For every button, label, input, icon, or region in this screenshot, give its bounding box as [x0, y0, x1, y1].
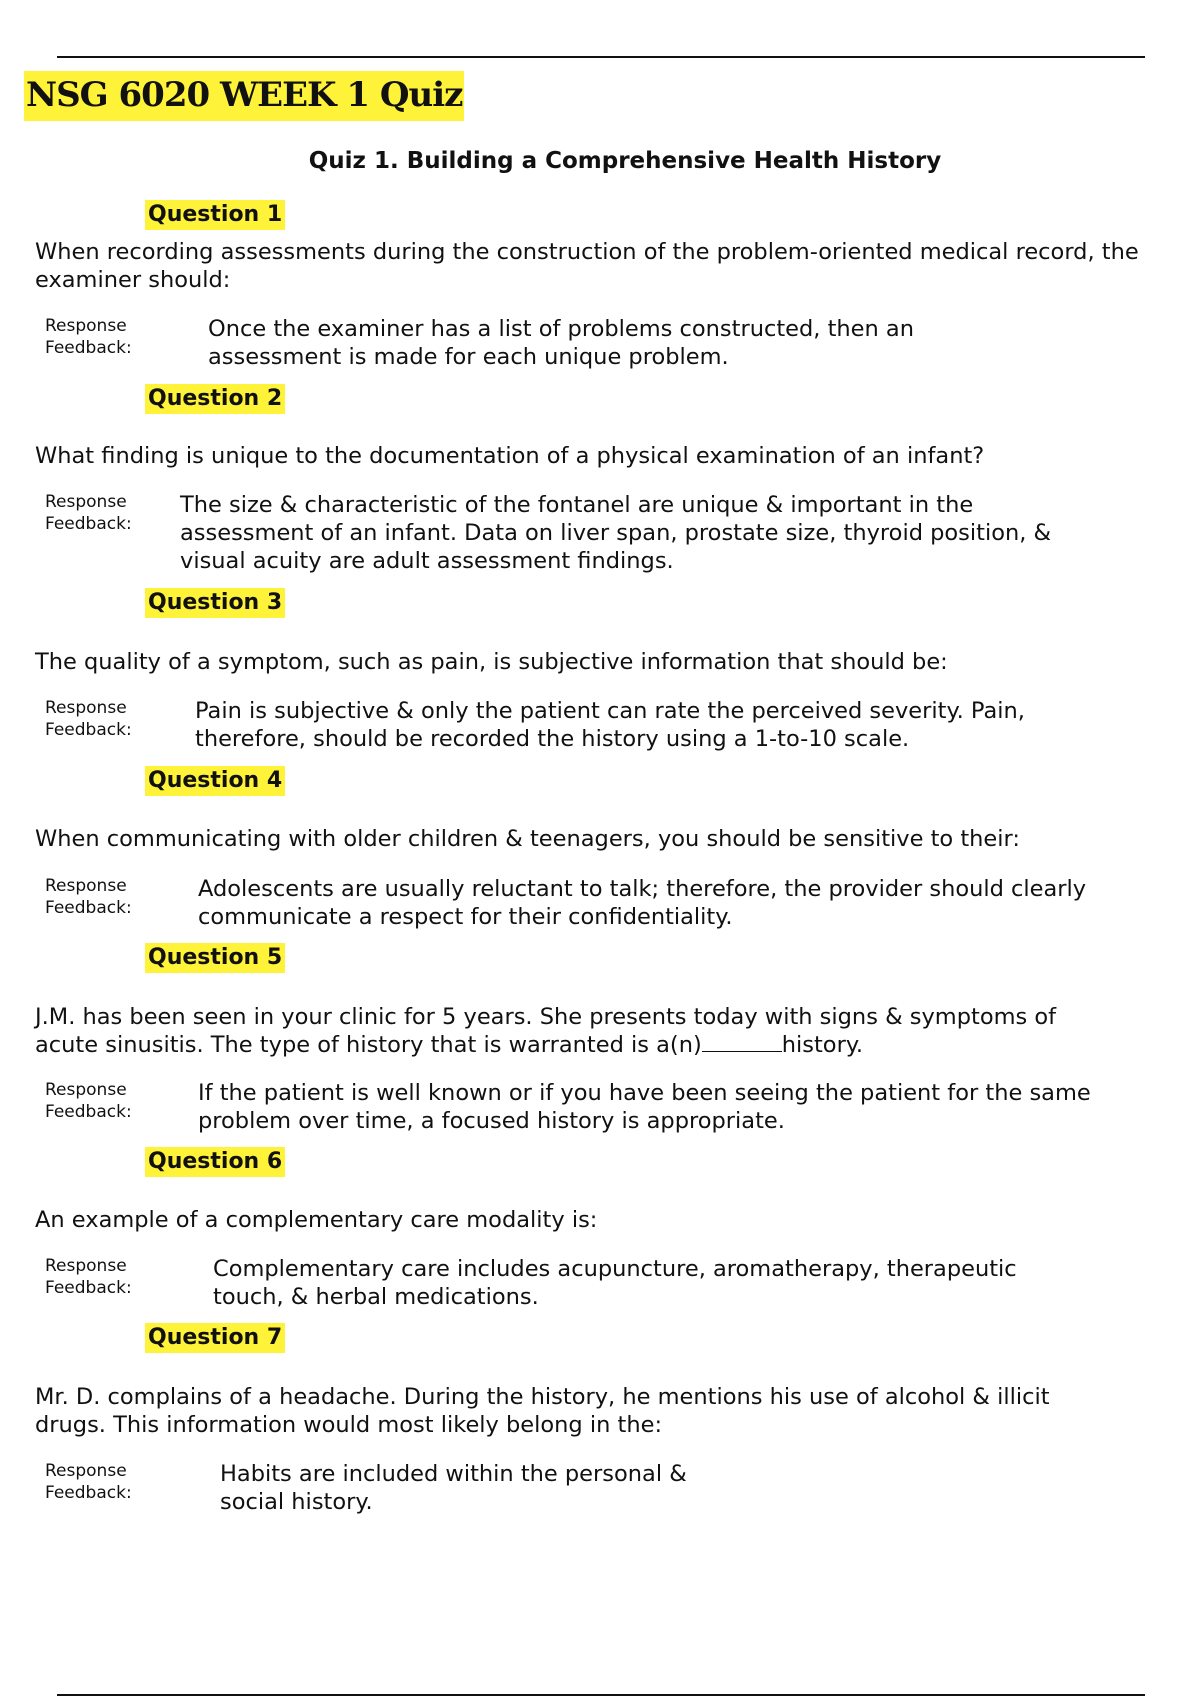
question-label: Question 7 — [145, 1323, 285, 1353]
response-feedback-text: Habits are included within the personal & social history. — [220, 1461, 687, 1515]
question-prompt: The quality of a symptom, such as pain, is subjective information that should be: — [35, 649, 948, 675]
response-feedback-text: Once the examiner has a list of problems constructed, then an assessment is made for each unique problem. — [208, 316, 914, 370]
response-feedback-label: Response Feedback: — [45, 698, 132, 740]
response-feedback-label: Response Feedback: — [45, 1256, 132, 1298]
response-feedback-label: Response Feedback: — [45, 1461, 132, 1503]
question-label: Question 4 — [145, 766, 285, 796]
response-feedback-label: Response Feedback: — [45, 1080, 132, 1122]
question-label: Question 2 — [145, 384, 285, 414]
question-prompt: Mr. D. complains of a headache. During the history, he mentions his use of alcohol & illicit drugs. This information would most likely belong in the: — [35, 1384, 1050, 1438]
question-prompt: When communicating with older children & teenagers, you should be sensitive to their: — [35, 826, 1020, 852]
response-feedback-label: Response Feedback: — [45, 316, 132, 358]
response-feedback-label: Response Feedback: — [45, 876, 132, 918]
response-feedback-text: The size & characteristic of the fontanel are unique & important in the assessment of an infant. Data on liver span, prostate size, thyroid position, & visual acuity are adult assessment findings. — [180, 492, 1052, 574]
response-feedback-text: Adolescents are usually reluctant to talk; therefore, the provider should clearly communicate a respect for their confidentiality. — [198, 876, 1087, 930]
question-label: Question 6 — [145, 1147, 285, 1177]
question-prompt: What finding is unique to the documentation of a physical examination of an infant? — [35, 443, 985, 469]
response-feedback-label: Response Feedback: — [45, 492, 132, 534]
question-prompt: J.M. has been seen in your clinic for 5 years. She presents today with signs & symptoms of acute sinusitis. The type of history that is warranted is a(n) history. — [35, 1004, 1057, 1058]
response-feedback-text: Complementary care includes acupuncture, aromatherapy, therapeutic touch, & herbal medications. — [213, 1256, 1017, 1310]
bottom-divider — [57, 1694, 1145, 1696]
response-feedback-text: Pain is subjective & only the patient can rate the perceived severity. Pain, therefore, should be recorded the history using a 1-to-10 scale. — [195, 698, 1025, 752]
question-label: Question 3 — [145, 588, 285, 618]
answer-blank — [702, 1031, 782, 1052]
response-feedback-text: If the patient is well known or if you have been seeing the patient for the same problem over time, a focused history is appropriate. — [198, 1080, 1091, 1134]
question-label: Question 5 — [145, 943, 285, 973]
question-prompt: An example of a complementary care modality is: — [35, 1207, 598, 1233]
top-divider — [57, 56, 1145, 58]
document-title: NSG 6020 WEEK 1 Quiz — [24, 71, 464, 121]
quiz-subtitle: Quiz 1. Building a Comprehensive Health History — [308, 148, 942, 174]
question-prompt: When recording assessments during the construction of the problem-oriented medical record, the examiner should: — [35, 239, 1139, 293]
question-label: Question 1 — [145, 200, 285, 230]
